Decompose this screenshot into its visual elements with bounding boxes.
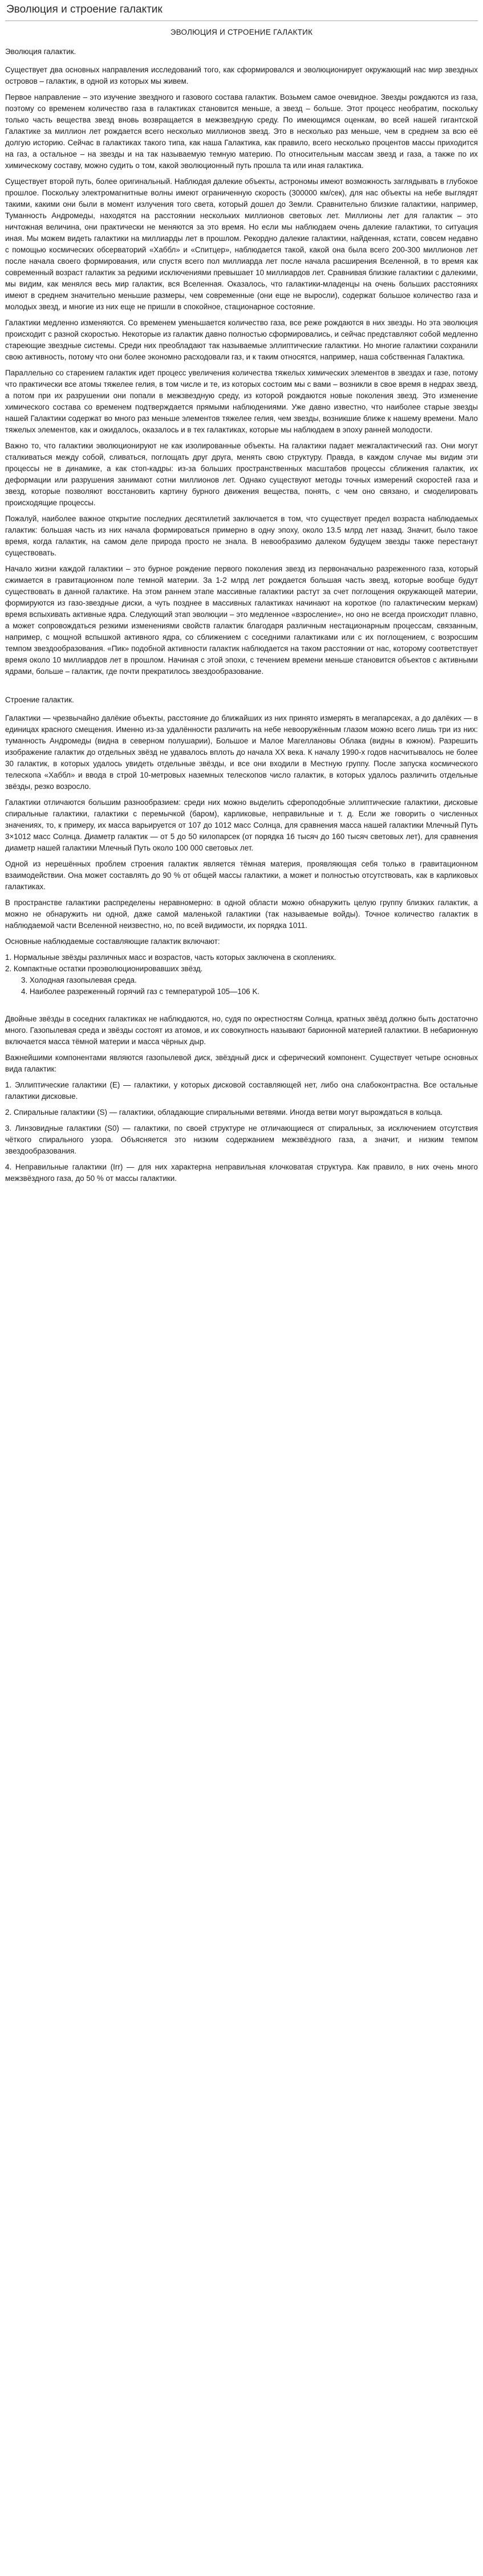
paragraph: Галактики медленно изменяются. Со временем уменьшается количество газа, все реже рождаются в них звезды. Но эта эволюция происходит с разной скоростью. Некоторые из галактик давно полностью сформировались, и сейчас представляют собой медленно стареющие звездные системы. Среди них преобладают так называемые эллиптические галактики. Но многие галактики сохранили свою активность, потому что они более экономно расходовали газ, и к таким относятся, например, наша собственная Галактика. [5,318,478,361]
section-heading-evolution: Эволюция галактик. [5,47,76,56]
paragraph: Пожалуй, наиболее важное открытие последних десятилетий заключается в том, что существует предел возраста наблюдаемых галактик: большая часть из них начала формироваться примерно в одну эпоху, около 13.5 млрд лет назад. Значит, было такое время, когда галактик, на самом деле природа просто не знала. В невообразимо далеком будущем звезды также перестанут существовать. [5,514,478,557]
paragraph: Двойные звёзды в соседних галактиках не наблюдаются, но, судя по окрестностям Солнца, кратных звёзд должно быть достаточно много. Газопылевая среда и звёзды состоят из атомов, и их совокупность называют барионной материей галактики. В небарионную включается масса тёмной материи и масса чёрных дыр. [5,1015,478,1046]
paragraph: Существует два основных направления исследований того, как сформировался и эволюционирует окружающий нас мир звездных островов – галактик, в одной из которых мы живем. [5,66,478,85]
galaxy-type-item: 4. Неправильные галактики (Irr) — для них характерна неправильная клочковатая структура. Как правило, в них очень много межзвёздного газа, до 50 % от массы галактики. [5,1163,478,1183]
section-heading-structure: Строение галактик. [5,696,74,704]
paragraph: Существует второй путь, более оригинальный. Наблюдая далекие объекты, астрономы имеют возможность заглядывать в глубокое прошлое. Поскольку электромагнитные волны имеют ограниченную скорость (300000 км/сек), для нас объекты на небе выглядят такими, какими они были в момент излучения того света, который дошел до Земли. Сравнительно близкие галактики, например, Туманность Андромеды, находятся на расстоянии нескольких миллионов световых лет. Миллионы лет для галактик – это ничтожная величина, они практически не меняются за это время. Но если мы наблюдаем очень далекие галактики, то ситуация иная. Мы можем видеть галактики на миллиарды лет в прошлом. Рекордно далекие галактики, найденная, кстати, совсем недавно с помощью космических обсерваторий «Хаббл» и «Спитцер», наблюдается такой, какой она была всего 200-300 миллионов лет после начала своего формирования, или спустя всего пол миллиарда лет после начала расширения Вселенной, в то время как современный возраст галактик за редкими исключениями превышает 10 миллиардов лет. Сравнивая близкие галактики с далекими, мы видим, как менялся весь мир галактик, вся Вселенная. Оказалось, что галактики-младенцы на очень больших расстояниях имеют в среднем значительно меньшие размеры, чем современные (они еще не выросли), содержат большое количество газа и молодых звезд, и многие из них еще не пришли в спокойное, стационарное состояние. [5,177,478,311]
paragraph: Важнейшими компонентами являются газопылевой диск, звёздный диск и сферический компонент. Существует четыре основных вида галактик: [5,1053,478,1073]
spacer [5,1003,478,1013]
galaxy-type-item: 1. Эллиптические галактики (E) — галактики, у которых дисковой составляющей нет, либо она слабоконтрастна. Все остальные галактики дисковые. [5,1081,478,1101]
document-title: Эволюция и строение галактик [5,0,478,21]
paragraph: Галактики — чрезвычайно далёкие объекты, расстояние до ближайших из них принято измерять в мегапарсеках, а до далёких — в единицах красного смещения. Именно из-за удалённости различить на небе невооружённым глазом можно всего лишь три из них: туманность Андромеды (видна в северном полушарии), Большое и Малое Магеллановы Облака (видны в южном). Разрешить изображение галактик до отдельных звёзд не удавалось вплоть до начала XX века. К началу 1990-х годов насчитывалось не более 30 галактик, в которых удалось увидеть отдельные звёзды, и все они входили в Местную группу. После запуска космического телескопа «Хаббл» и ввода в строй 10-метровых наземных телескопов число галактик, в которых удалось различить отдельные звёзды, резко возросло. [5,714,478,791]
list-item: 2. Компактные остатки проэволюционировавших звёзд. [5,964,203,973]
components-intro: Основные наблюдаемые составляющие галактик включают: [5,937,220,946]
list-item: 1. Нормальные звёзды различных масс и возрастов, часть которых заключена в скоплениях. [5,953,336,962]
paragraph: Одной из нерешённых проблем строения галактик является тёмная материя, проявляющая себя только в гравитационном взаимодействии. Она может составлять до 90 % от общей массы галактики, а может и полностью отсутствовать, как в карликовых галактиках. [5,860,478,891]
document-page [4,0,479,1201]
components-list [5,952,478,997]
paragraph: Галактики отличаются большим разнообразием: среди них можно выделить сфероподобные эллиптические галактики, дисковые спиральные галактики, галактики с перемычкой (баром), карликовые, неправильные и т. д. Если же говорить о численных значениях, то, к примеру, их масса варьируется от 107 до 1012 масс Солнца, для сравнения масса нашей галактики Млечный Путь 3×1012 масс Солнца. Диаметр галактик — от 5 до 50 килопарсек (от порядка 16 тысяч до 160 тысяч световых лет), для сравнения диаметр нашей галактики Млечный Путь около 100 000 световых лет. [5,798,478,852]
document-subtitle: ЭВОЛЮЦИЯ И СТРОЕНИЕ ГАЛАКТИК [170,28,313,36]
galaxy-type-item: 3. Линзовидные галактики (S0) — галактики, по своей структуре не отличающиеся от спиральных, за исключением отсутствия чёткого спирального узора. Объясняется это низким содержанием межзвёздного газа, а значит, и низким темпом звездообразования. [5,1124,478,1155]
list-item: 4. Наиболее разреженный горячий газ с температурой 105—106 K. [21,987,260,996]
list-item: 3. Холодная газопылевая среда. [21,976,137,984]
paragraph: Важно то, что галактики эволюционируют не как изолированные объекты. На галактики падает межгалактический газ. Они могут сталкиваться между собой, сливаться, поглощать друг друга, менять свою структуру. Правда, в каждом случае мы видим эти процессы не в динамике, а как стоп-кадры: из-за больших пространственных масштабов процессы сближения галактик, их деформации или разрушения занимают сотни миллионов лет. Однако существуют методы точных измерений скоростей газа и звезд, которые позволяют восстановить картину бурного движения вещества, понять, с чем оно связано, и смоделировать происходящие процессы. [5,441,478,507]
paragraph: Первое направление – это изучение звездного и газового состава галактик. Возьмем самое очевидное. Звезды рождаются из газа, поэтому со временем количество газа в галактиках становится меньше, а звезд – больше. Этот процесс необратим, поскольку только часть вещества звезд вновь возвращается в межзвездную среду. По имеющимся оценкам, во всей нашей гигантской Галактике за миллион лет рождается всего несколько миллионов звезд. Это в несколько раз меньше, чем в среднем за всю её долгую историю. Сейчас в галактиках такого типа, как наша Галактика, как правило, всего несколько процентов массы приходится на газ, а остальное – на звезды и на так называемую темную материю. По относительным массам звезд и газа, а также по их химическому составу, можно судить о том, какой эволюционный путь прошла та или иная галактика. [5,93,478,170]
paragraph: В пространстве галактики распределены неравномерно: в одной области можно обнаружить целую группу близких галактик, а можно не обнаружить ни одной, даже самой маленькой галактики (так называемые войды). Точное количество галактик в наблюдаемой части Вселенной неизвестно, но, по всей видимости, их порядка 1011. [5,898,478,930]
paragraph: Начало жизни каждой галактики – это бурное рождение первого поколения звезд из первоначально разреженного газа, который сжимается в гравитационном поле темной материи. За 1-2 млрд лет рождается большая часть звезд, которые вообще будут существовать в данной галактике. На этом раннем этапе массивные галактики растут за счет поглощения окружающей материи, формируются из газо-звездные диски, а чуть позднее в массивных галактиках начинают на короткое (по галактическим меркам) время вспыхивать активные ядра. Следующий этап эволюции – это медленное «взросление», но оно не всегда происходит плавно, а может сопровождаться резкими изменениями свойств галактик благодаря различным нестационарным процессам, связанным, например, с мощной вспышкой активного ядра, со сближением с соседними галактиками или с их поглощением, с возросшим темпом звездообразования. «Пик» подобной активности галактик наблюдается на таком расстоянии от нас, которому соответствует время около 10 миллиардов лет в прошлом. Начиная с этой эпохи, с течением времени меньше становится объектов с активными ядрами, больше – галактик, где почти прекратилось звездообразование. [5,565,478,676]
galaxy-type-item: 2. Спиральные галактики (S) — галактики, обладающие спиральными ветвями. Иногда ветви могут вырождаться в кольца. [5,1108,443,1117]
paragraph: Параллельно со старением галактик идет процесс увеличения количества тяжелых химических элементов в звездах и газе, потому что практически все атомы тяжелее гелия, в том числе и те, из которых состоим мы с вами – возникли в свое время в недрах звезд, а потом при их разрушении они попали в межзвездную среду, из которой рождаются новые поколения звезд. Это изменение химического состава со временем подтверждается прямыми наблюдениями. Уже давно известно, что наиболее старые звезды нашей Галактики содержат во много раз меньше элементов тяжелее гелия, чем звезды, возникшие ближе к нашему времени. Мало тяжелых элементов, как и ожидалось, оказалось и в тех галактиках, которые мы наблюдаем в эпоху ранней молодости. [5,369,478,434]
